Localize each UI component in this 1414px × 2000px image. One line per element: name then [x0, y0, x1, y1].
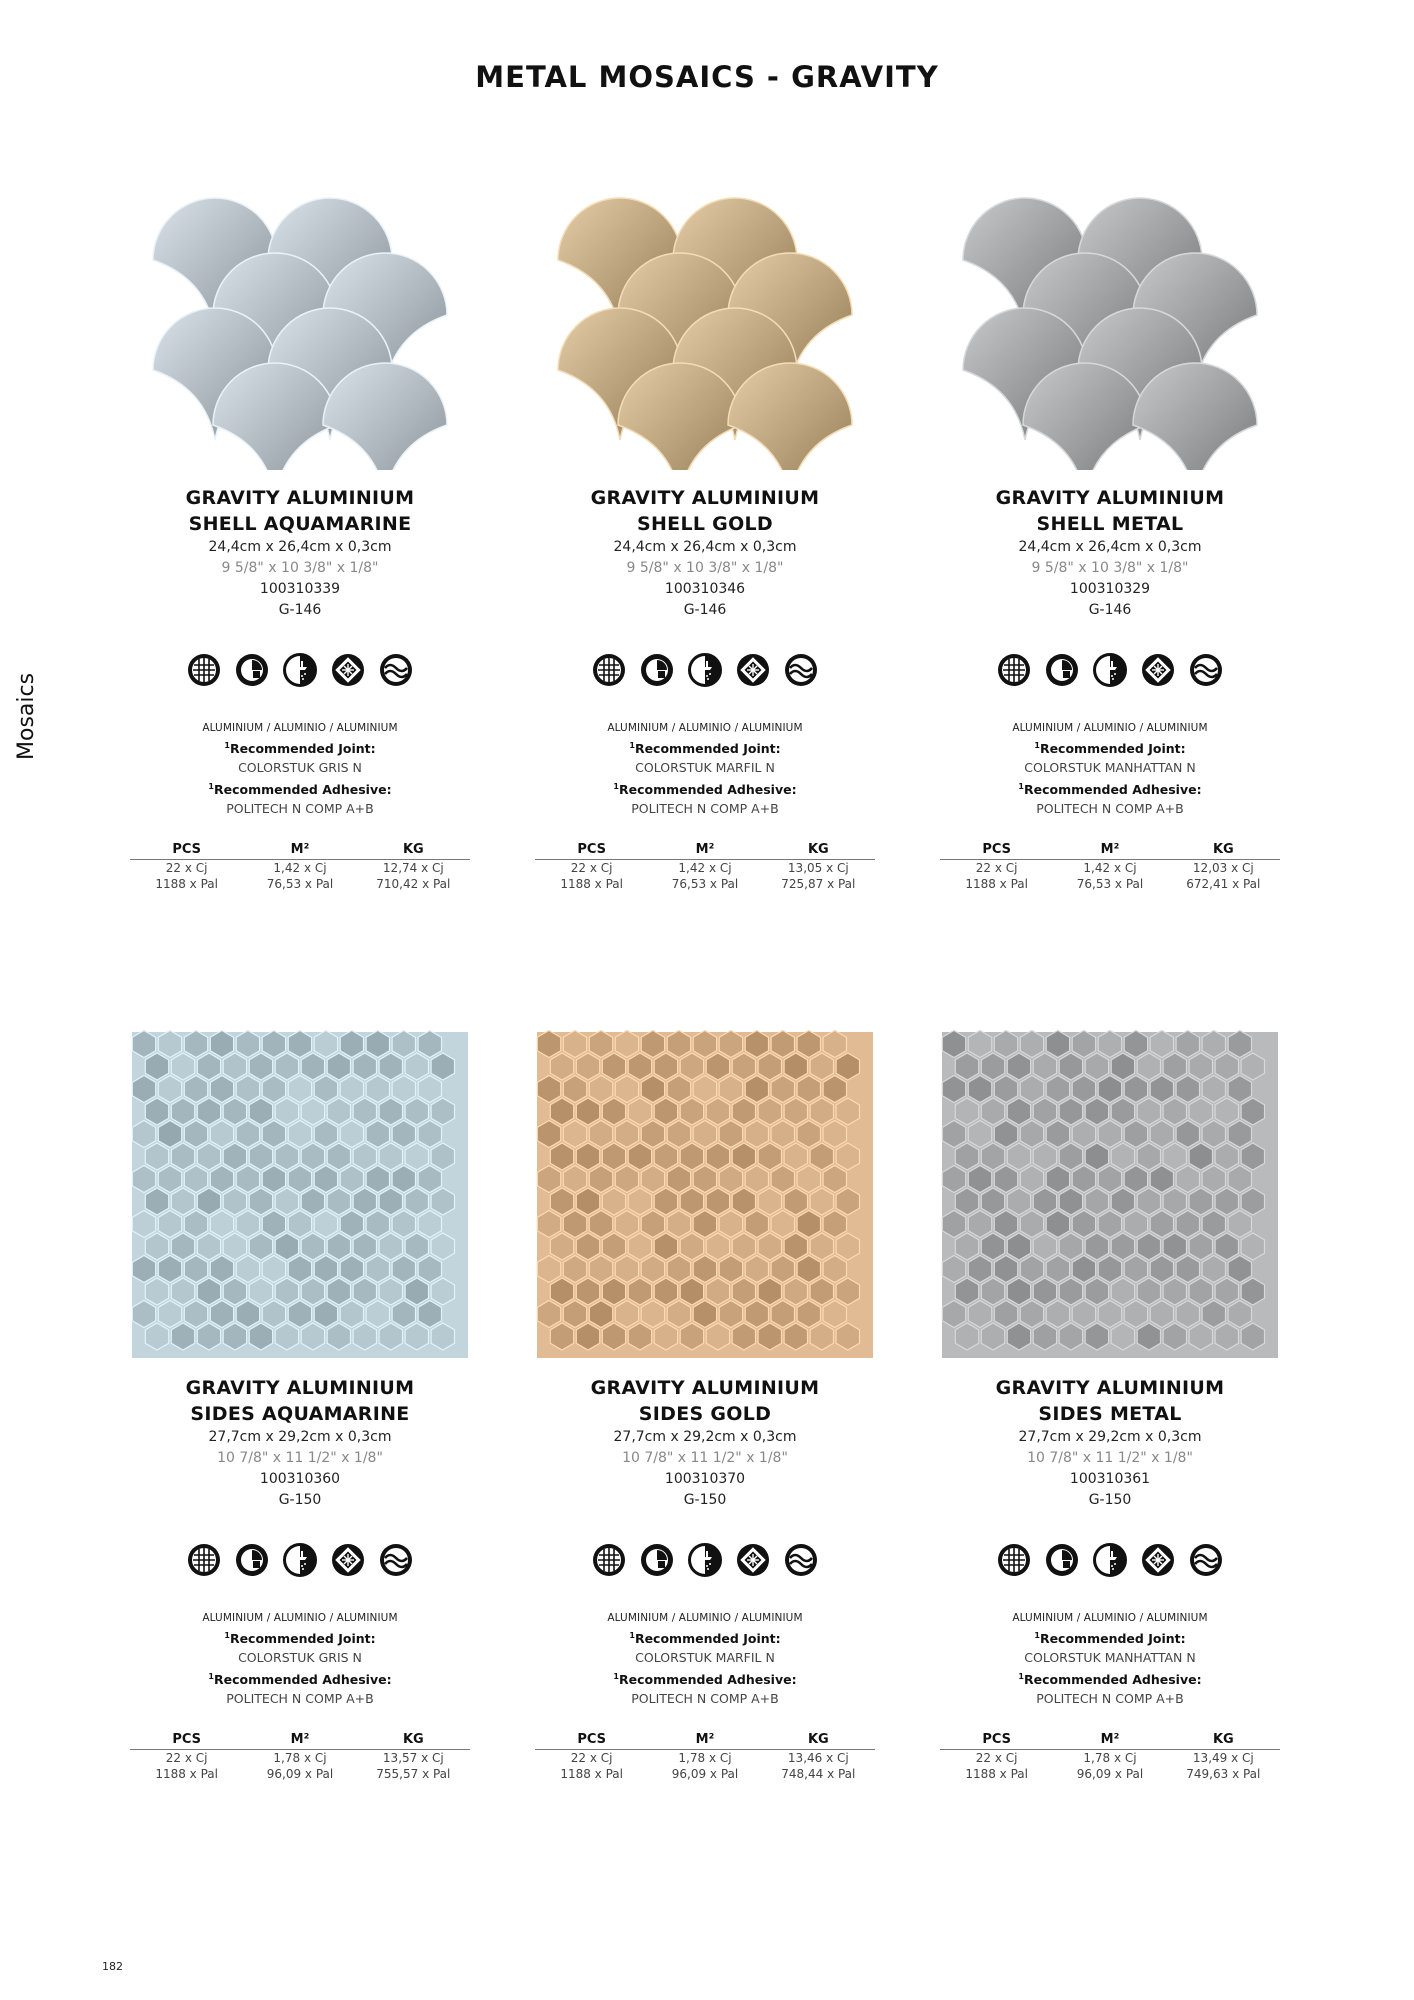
mesh-icon: [591, 652, 627, 688]
pcs-box: 22 x Cj: [975, 861, 1018, 875]
mesh-icon: [186, 1542, 222, 1578]
product-code: 100310346: [664, 581, 746, 597]
dimensions-inch: 10 7/8" x 11 1/2" x 1/8": [1027, 1450, 1193, 1466]
wave-icon: [378, 652, 414, 688]
joint-label: $^1$Recommended Joint:: [224, 1631, 376, 1647]
shower-icon: [282, 652, 318, 688]
pcs-pallet: 1188 x Pal: [155, 1767, 218, 1781]
header-kg: KG: [807, 842, 829, 857]
wave-icon: [1188, 1542, 1224, 1578]
table-row: [535, 1750, 875, 1766]
feature-icons: [535, 1542, 875, 1578]
adhesive-value: POLITECH N COMP A+B: [226, 1691, 374, 1707]
packaging-table: [130, 1732, 470, 1782]
product-name-line2: SIDES GOLD: [638, 1403, 772, 1425]
packaging-table: [535, 1732, 875, 1782]
table-row: [940, 860, 1280, 876]
feature-icons: [130, 1542, 470, 1578]
kg-box: 12,74 x Cj: [382, 861, 444, 875]
pcs-pallet: 1188 x Pal: [155, 877, 218, 891]
adhesive-value: POLITECH N COMP A+B: [226, 801, 374, 817]
adhesive-value: POLITECH N COMP A+B: [1036, 1691, 1184, 1707]
pcs-pallet: 1188 x Pal: [965, 1767, 1028, 1781]
header-kg: KG: [1212, 1732, 1234, 1747]
frost-icon: [1140, 1542, 1176, 1578]
header-m2: M²: [695, 1732, 715, 1747]
header-kg: KG: [1212, 842, 1234, 857]
feature-icons: [130, 652, 470, 688]
mosaic-swatch-image: [940, 140, 1280, 470]
feature-icons: [940, 652, 1280, 688]
adhesive-label: $^1$Recommended Adhesive:: [1018, 782, 1202, 798]
kg-pallet: 755,57 x Pal: [376, 1767, 451, 1781]
joint-value: COLORSTUK MANHATTAN N: [1024, 760, 1196, 776]
product-name-line1: GRAVITY ALUMINIUM: [185, 487, 415, 509]
joint-label: $^1$Recommended Joint:: [224, 741, 376, 757]
shower-icon: [687, 1542, 723, 1578]
m2-pallet: 76,53 x Pal: [1076, 877, 1144, 891]
header-m2: M²: [695, 842, 715, 857]
product-code: 100310361: [1069, 1471, 1151, 1487]
wave-icon: [1188, 652, 1224, 688]
product-name-line1: GRAVITY ALUMINIUM: [995, 487, 1225, 509]
pcs-box: 22 x Cj: [165, 861, 208, 875]
frost-icon: [1140, 652, 1176, 688]
frost-icon: [735, 652, 771, 688]
packaging-table: [535, 842, 875, 892]
product-name-line2: SHELL AQUAMARINE: [188, 513, 412, 535]
product-name-line2: SIDES METAL: [1038, 1403, 1182, 1425]
dimensions-inch: 10 7/8" x 11 1/2" x 1/8": [622, 1450, 788, 1466]
m2-pallet: 76,53 x Pal: [266, 877, 334, 891]
wave-icon: [378, 1542, 414, 1578]
mosaic-swatch-image: [130, 1030, 470, 1360]
material-label: ALUMINIUM / ALUMINIO / ALUMINIUM: [202, 722, 398, 734]
shower-icon: [687, 652, 723, 688]
table-row: [940, 1750, 1280, 1766]
adhesive-label: $^1$Recommended Adhesive:: [208, 1672, 392, 1688]
dimensions-inch: 9 5/8" x 10 3/8" x 1/8": [221, 560, 379, 576]
kg-pallet: 748,44 x Pal: [781, 1767, 856, 1781]
pcs-box: 22 x Cj: [570, 1751, 613, 1765]
kg-box: 12,03 x Cj: [1192, 861, 1254, 875]
header-pcs: PCS: [982, 842, 1011, 857]
shower-icon: [282, 1542, 318, 1578]
product-code: 100310339: [259, 581, 341, 597]
m2-box: 1,78 x Cj: [1083, 1751, 1137, 1765]
page-number: 182: [102, 1960, 123, 1973]
dimensions-inch: 9 5/8" x 10 3/8" x 1/8": [626, 560, 784, 576]
kg-pallet: 749,63 x Pal: [1186, 1767, 1261, 1781]
wall-floor-icon: [1044, 652, 1080, 688]
joint-value: COLORSTUK MARFIL N: [635, 760, 775, 776]
wall-floor-icon: [639, 1542, 675, 1578]
m2-box: 1,78 x Cj: [678, 1751, 732, 1765]
shower-icon: [1092, 1542, 1128, 1578]
table-row: [535, 860, 875, 876]
mesh-icon: [996, 1542, 1032, 1578]
wave-icon: [783, 652, 819, 688]
table-row: [130, 1766, 470, 1782]
adhesive-label: $^1$Recommended Adhesive:: [613, 782, 797, 798]
adhesive-label: $^1$Recommended Adhesive:: [613, 1672, 797, 1688]
table-row: [535, 1766, 875, 1782]
product-name-line1: GRAVITY ALUMINIUM: [185, 1377, 415, 1399]
joint-label: $^1$Recommended Joint:: [1034, 741, 1186, 757]
wall-floor-icon: [234, 652, 270, 688]
product-name-line1: GRAVITY ALUMINIUM: [995, 1377, 1225, 1399]
product-name-line1: GRAVITY ALUMINIUM: [590, 487, 820, 509]
kg-box: 13,49 x Cj: [1192, 1751, 1254, 1765]
dimensions-inch: 10 7/8" x 11 1/2" x 1/8": [217, 1450, 383, 1466]
material-label: ALUMINIUM / ALUMINIO / ALUMINIUM: [607, 1612, 803, 1624]
dimensions-cm: 27,7cm x 29,2cm x 0,3cm: [208, 1429, 392, 1445]
page-title: METAL MOSAICS - GRAVITY: [475, 60, 939, 94]
header-pcs: PCS: [172, 1732, 201, 1747]
g-code: G-146: [278, 602, 322, 618]
product-code: 100310329: [1069, 581, 1151, 597]
m2-pallet: 96,09 x Pal: [266, 1767, 334, 1781]
mosaic-swatch-image: [535, 140, 875, 470]
frost-icon: [330, 1542, 366, 1578]
header-kg: KG: [807, 1732, 829, 1747]
pcs-pallet: 1188 x Pal: [965, 877, 1028, 891]
m2-box: 1,42 x Cj: [678, 861, 732, 875]
g-code: G-146: [683, 602, 727, 618]
joint-label: $^1$Recommended Joint:: [1034, 1631, 1186, 1647]
material-label: ALUMINIUM / ALUMINIO / ALUMINIUM: [1012, 722, 1208, 734]
table-row: [940, 1766, 1280, 1782]
kg-box: 13,57 x Cj: [382, 1751, 444, 1765]
mesh-icon: [591, 1542, 627, 1578]
mosaic-swatch-image: [130, 140, 470, 470]
adhesive-value: POLITECH N COMP A+B: [631, 801, 779, 817]
frost-icon: [735, 1542, 771, 1578]
wall-floor-icon: [1044, 1542, 1080, 1578]
pcs-box: 22 x Cj: [570, 861, 613, 875]
packaging-table: [130, 842, 470, 892]
product-name-line2: SHELL METAL: [1036, 513, 1184, 535]
section-side-label: Mosaics: [14, 672, 39, 760]
product-name-line1: GRAVITY ALUMINIUM: [590, 1377, 820, 1399]
m2-pallet: 76,53 x Pal: [671, 877, 739, 891]
header-kg: KG: [402, 1732, 424, 1747]
feature-icons: [535, 652, 875, 688]
wave-icon: [783, 1542, 819, 1578]
dimensions-cm: 24,4cm x 26,4cm x 0,3cm: [613, 539, 797, 555]
table-row: [130, 876, 470, 892]
product-code: 100310370: [664, 1471, 746, 1487]
adhesive-value: POLITECH N COMP A+B: [1036, 801, 1184, 817]
header-pcs: PCS: [577, 842, 606, 857]
table-row: [535, 876, 875, 892]
dimensions-cm: 27,7cm x 29,2cm x 0,3cm: [613, 1429, 797, 1445]
product-name-line2: SIDES AQUAMARINE: [190, 1403, 410, 1425]
m2-pallet: 96,09 x Pal: [1076, 1767, 1144, 1781]
wall-floor-icon: [234, 1542, 270, 1578]
joint-label: $^1$Recommended Joint:: [629, 1631, 781, 1647]
pcs-pallet: 1188 x Pal: [560, 877, 623, 891]
header-m2: M²: [290, 842, 310, 857]
kg-pallet: 725,87 x Pal: [781, 877, 856, 891]
table-row: [130, 1750, 470, 1766]
g-code: G-146: [1088, 602, 1132, 618]
header-pcs: PCS: [982, 1732, 1011, 1747]
material-label: ALUMINIUM / ALUMINIO / ALUMINIUM: [1012, 1612, 1208, 1624]
material-label: ALUMINIUM / ALUMINIO / ALUMINIUM: [607, 722, 803, 734]
mosaic-swatch-image: [940, 1030, 1280, 1360]
header-m2: M²: [1100, 1732, 1120, 1747]
mesh-icon: [996, 652, 1032, 688]
joint-value: COLORSTUK MARFIL N: [635, 1650, 775, 1666]
header-kg: KG: [402, 842, 424, 857]
packaging-table: [940, 842, 1280, 892]
header-m2: M²: [1100, 842, 1120, 857]
header-m2: M²: [290, 1732, 310, 1747]
joint-value: COLORSTUK MANHATTAN N: [1024, 1650, 1196, 1666]
product-code: 100310360: [259, 1471, 341, 1487]
pcs-box: 22 x Cj: [975, 1751, 1018, 1765]
mosaic-swatch-image: [535, 1030, 875, 1360]
packaging-table: [940, 1732, 1280, 1782]
g-code: G-150: [278, 1492, 322, 1508]
adhesive-value: POLITECH N COMP A+B: [631, 1691, 779, 1707]
pcs-box: 22 x Cj: [165, 1751, 208, 1765]
g-code: G-150: [683, 1492, 727, 1508]
pcs-pallet: 1188 x Pal: [560, 1767, 623, 1781]
m2-pallet: 96,09 x Pal: [671, 1767, 739, 1781]
kg-box: 13,46 x Cj: [787, 1751, 849, 1765]
kg-pallet: 710,42 x Pal: [376, 877, 451, 891]
product-name-line2: SHELL GOLD: [636, 513, 774, 535]
m2-box: 1,42 x Cj: [273, 861, 327, 875]
table-row: [940, 876, 1280, 892]
adhesive-label: $^1$Recommended Adhesive:: [208, 782, 392, 798]
kg-box: 13,05 x Cj: [787, 861, 849, 875]
kg-pallet: 672,41 x Pal: [1186, 877, 1261, 891]
material-label: ALUMINIUM / ALUMINIO / ALUMINIUM: [202, 1612, 398, 1624]
joint-value: COLORSTUK GRIS N: [238, 760, 362, 776]
m2-box: 1,78 x Cj: [273, 1751, 327, 1765]
joint-value: COLORSTUK GRIS N: [238, 1650, 362, 1666]
wall-floor-icon: [639, 652, 675, 688]
m2-box: 1,42 x Cj: [1083, 861, 1137, 875]
adhesive-label: $^1$Recommended Adhesive:: [1018, 1672, 1202, 1688]
g-code: G-150: [1088, 1492, 1132, 1508]
header-pcs: PCS: [172, 842, 201, 857]
mesh-icon: [186, 652, 222, 688]
dimensions-cm: 24,4cm x 26,4cm x 0,3cm: [1018, 539, 1202, 555]
dimensions-cm: 24,4cm x 26,4cm x 0,3cm: [208, 539, 392, 555]
table-row: [130, 860, 470, 876]
feature-icons: [940, 1542, 1280, 1578]
frost-icon: [330, 652, 366, 688]
dimensions-cm: 27,7cm x 29,2cm x 0,3cm: [1018, 1429, 1202, 1445]
shower-icon: [1092, 652, 1128, 688]
header-pcs: PCS: [577, 1732, 606, 1747]
dimensions-inch: 9 5/8" x 10 3/8" x 1/8": [1031, 560, 1189, 576]
joint-label: $^1$Recommended Joint:: [629, 741, 781, 757]
